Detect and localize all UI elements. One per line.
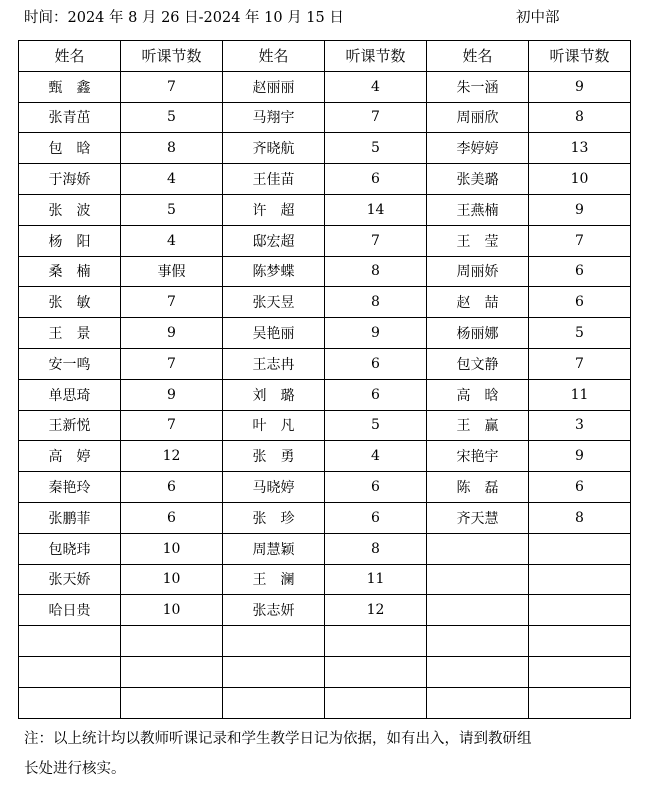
table-header-row xyxy=(19,41,631,72)
lesson-count-cell: 6 xyxy=(325,348,427,379)
table-row xyxy=(19,472,631,503)
teacher-name-cell: 齐晓航 xyxy=(223,133,325,164)
lesson-count-cell: 4 xyxy=(325,441,427,472)
lesson-count-cell xyxy=(325,656,427,687)
teacher-name-cell: 张天娇 xyxy=(19,564,121,595)
teacher-name-cell: 杨 阳 xyxy=(19,225,121,256)
teacher-name-cell: 张 珍 xyxy=(223,502,325,533)
table-row xyxy=(19,564,631,595)
teacher-name-cell: 王 澜 xyxy=(223,564,325,595)
header-lesson-count: 听课节数 xyxy=(325,41,427,72)
table-row xyxy=(19,225,631,256)
lesson-count-cell: 4 xyxy=(121,164,223,195)
lesson-count-cell xyxy=(325,687,427,718)
lesson-count-cell: 8 xyxy=(529,502,631,533)
teacher-name-cell: 朱一涵 xyxy=(427,71,529,102)
teacher-name-cell: 王佳苗 xyxy=(223,164,325,195)
teacher-name-cell: 王新悦 xyxy=(19,410,121,441)
lesson-count-cell: 7 xyxy=(121,71,223,102)
table-body xyxy=(19,71,631,718)
lesson-count-cell xyxy=(529,564,631,595)
teacher-name-cell: 包文静 xyxy=(427,348,529,379)
lesson-count-cell: 6 xyxy=(529,287,631,318)
teacher-name-cell: 安一鸣 xyxy=(19,348,121,379)
header-name: 姓名 xyxy=(223,41,325,72)
teacher-name-cell xyxy=(223,626,325,657)
teacher-name-cell: 张志妍 xyxy=(223,595,325,626)
lesson-count-cell: 12 xyxy=(121,441,223,472)
lesson-count-cell xyxy=(529,595,631,626)
lesson-count-cell: 8 xyxy=(121,133,223,164)
teacher-name-cell: 张鹏菲 xyxy=(19,502,121,533)
teacher-name-cell: 吴艳丽 xyxy=(223,318,325,349)
teacher-name-cell: 包晓玮 xyxy=(19,533,121,564)
lesson-count-cell: 5 xyxy=(121,102,223,133)
lesson-count-cell: 11 xyxy=(529,379,631,410)
teacher-name-cell xyxy=(427,533,529,564)
lesson-count-cell: 6 xyxy=(325,502,427,533)
lesson-count-cell: 11 xyxy=(325,564,427,595)
teacher-name-cell: 赵 喆 xyxy=(427,287,529,318)
table-row xyxy=(19,656,631,687)
lesson-count-cell: 10 xyxy=(121,595,223,626)
lesson-count-cell: 9 xyxy=(529,194,631,225)
teacher-name-cell: 刘 璐 xyxy=(223,379,325,410)
teacher-name-cell: 许 超 xyxy=(223,194,325,225)
teacher-name-cell: 桑 楠 xyxy=(19,256,121,287)
teacher-name-cell: 马晓婷 xyxy=(223,472,325,503)
teacher-name-cell xyxy=(427,626,529,657)
lesson-count-cell xyxy=(121,626,223,657)
teacher-name-cell: 齐天慧 xyxy=(427,502,529,533)
table-row xyxy=(19,533,631,564)
lesson-count-cell: 8 xyxy=(529,102,631,133)
lesson-count-cell xyxy=(529,626,631,657)
teacher-name-cell: 王 莹 xyxy=(427,225,529,256)
lesson-count-cell: 7 xyxy=(121,348,223,379)
teacher-name-cell: 王志冉 xyxy=(223,348,325,379)
time-period: 时间：2024 年 8 月 26 日-2024 年 10 月 15 日 xyxy=(24,10,344,26)
table-row xyxy=(19,410,631,441)
lesson-count-cell: 8 xyxy=(325,533,427,564)
lesson-count-cell: 9 xyxy=(529,441,631,472)
footnote xyxy=(24,724,624,784)
lesson-count-cell: 7 xyxy=(529,348,631,379)
teacher-name-cell xyxy=(223,687,325,718)
teacher-name-cell: 邸宏超 xyxy=(223,225,325,256)
header-lesson-count: 听课节数 xyxy=(529,41,631,72)
lesson-count-cell: 7 xyxy=(121,287,223,318)
lesson-count-cell: 6 xyxy=(121,502,223,533)
teacher-name-cell xyxy=(427,656,529,687)
teacher-name-cell: 张 波 xyxy=(19,194,121,225)
lesson-count-cell: 8 xyxy=(325,287,427,318)
teacher-name-cell xyxy=(427,564,529,595)
lesson-count-cell: 6 xyxy=(121,472,223,503)
teacher-name-cell: 包 晗 xyxy=(19,133,121,164)
teacher-name-cell: 周慧颖 xyxy=(223,533,325,564)
lesson-count-cell: 10 xyxy=(121,533,223,564)
teacher-name-cell: 张 敏 xyxy=(19,287,121,318)
table-row xyxy=(19,502,631,533)
table-row xyxy=(19,687,631,718)
teacher-name-cell: 哈日贵 xyxy=(19,595,121,626)
footnote-line-2: 长处进行核实。 xyxy=(24,761,126,777)
table-row xyxy=(19,595,631,626)
teacher-name-cell: 陈 磊 xyxy=(427,472,529,503)
header-lesson-count: 听课节数 xyxy=(121,41,223,72)
table-row xyxy=(19,441,631,472)
teacher-name-cell xyxy=(427,595,529,626)
lesson-count-cell: 12 xyxy=(325,595,427,626)
footnote-line-1: 注：以上统计均以教师听课记录和学生教学日记为依据，如有出入，请到教研组 xyxy=(24,731,532,747)
lesson-count-cell: 7 xyxy=(325,225,427,256)
teacher-name-cell: 王 赢 xyxy=(427,410,529,441)
lesson-count-cell xyxy=(121,656,223,687)
table-row xyxy=(19,626,631,657)
lesson-count-cell xyxy=(529,533,631,564)
teacher-name-cell: 张美璐 xyxy=(427,164,529,195)
teacher-name-cell xyxy=(19,626,121,657)
teacher-name-cell: 王燕楠 xyxy=(427,194,529,225)
lesson-count-cell: 5 xyxy=(529,318,631,349)
teacher-name-cell xyxy=(223,656,325,687)
lesson-count-cell: 6 xyxy=(325,379,427,410)
teacher-name-cell xyxy=(427,687,529,718)
lesson-count-cell xyxy=(121,687,223,718)
lesson-count-cell: 3 xyxy=(529,410,631,441)
lesson-count-cell xyxy=(325,626,427,657)
lesson-count-cell: 6 xyxy=(325,472,427,503)
document-header xyxy=(24,6,624,28)
lesson-count-cell: 6 xyxy=(529,472,631,503)
teacher-name-cell: 宋艳宇 xyxy=(427,441,529,472)
lesson-count-cell: 事假 xyxy=(121,256,223,287)
lesson-count-cell: 9 xyxy=(121,379,223,410)
lesson-count-cell: 7 xyxy=(121,410,223,441)
table-row xyxy=(19,256,631,287)
teacher-name-cell: 叶 凡 xyxy=(223,410,325,441)
lesson-count-cell: 13 xyxy=(529,133,631,164)
lesson-observation-table xyxy=(18,40,631,719)
teacher-name-cell: 李婷婷 xyxy=(427,133,529,164)
table-row xyxy=(19,379,631,410)
teacher-name-cell: 秦艳玲 xyxy=(19,472,121,503)
lesson-count-cell: 5 xyxy=(121,194,223,225)
lesson-count-cell: 7 xyxy=(325,102,427,133)
teacher-name-cell: 于海娇 xyxy=(19,164,121,195)
header-name: 姓名 xyxy=(19,41,121,72)
teacher-name-cell: 杨丽娜 xyxy=(427,318,529,349)
teacher-name-cell: 单思琦 xyxy=(19,379,121,410)
teacher-name-cell: 王 景 xyxy=(19,318,121,349)
lesson-count-cell: 5 xyxy=(325,133,427,164)
lesson-count-cell: 14 xyxy=(325,194,427,225)
teacher-name-cell xyxy=(19,687,121,718)
teacher-name-cell xyxy=(19,656,121,687)
teacher-name-cell: 马翔宇 xyxy=(223,102,325,133)
teacher-name-cell: 张 勇 xyxy=(223,441,325,472)
table-row xyxy=(19,164,631,195)
teacher-name-cell: 甄 鑫 xyxy=(19,71,121,102)
department-label: 初中部 xyxy=(516,10,560,26)
teacher-name-cell: 周丽欣 xyxy=(427,102,529,133)
lesson-count-cell: 9 xyxy=(325,318,427,349)
lesson-count-cell: 9 xyxy=(121,318,223,349)
lesson-count-cell: 6 xyxy=(529,256,631,287)
lesson-count-cell: 8 xyxy=(325,256,427,287)
lesson-count-cell: 7 xyxy=(529,225,631,256)
table-row xyxy=(19,102,631,133)
teacher-name-cell: 赵丽丽 xyxy=(223,71,325,102)
table-row xyxy=(19,318,631,349)
lesson-count-cell: 9 xyxy=(529,71,631,102)
lesson-count-cell xyxy=(529,687,631,718)
table-row xyxy=(19,348,631,379)
table-row xyxy=(19,71,631,102)
teacher-name-cell: 陈梦蝶 xyxy=(223,256,325,287)
lesson-count-cell: 6 xyxy=(325,164,427,195)
lesson-count-cell: 10 xyxy=(121,564,223,595)
teacher-name-cell: 张青茁 xyxy=(19,102,121,133)
teacher-name-cell: 周丽娇 xyxy=(427,256,529,287)
table-row xyxy=(19,133,631,164)
teacher-name-cell: 高 晗 xyxy=(427,379,529,410)
lesson-count-cell: 4 xyxy=(325,71,427,102)
teacher-name-cell: 张天昱 xyxy=(223,287,325,318)
table-row xyxy=(19,194,631,225)
lesson-count-cell: 5 xyxy=(325,410,427,441)
header-name: 姓名 xyxy=(427,41,529,72)
table-row xyxy=(19,287,631,318)
lesson-count-cell: 4 xyxy=(121,225,223,256)
lesson-count-cell: 10 xyxy=(529,164,631,195)
lesson-count-cell xyxy=(529,656,631,687)
teacher-name-cell: 高 婷 xyxy=(19,441,121,472)
